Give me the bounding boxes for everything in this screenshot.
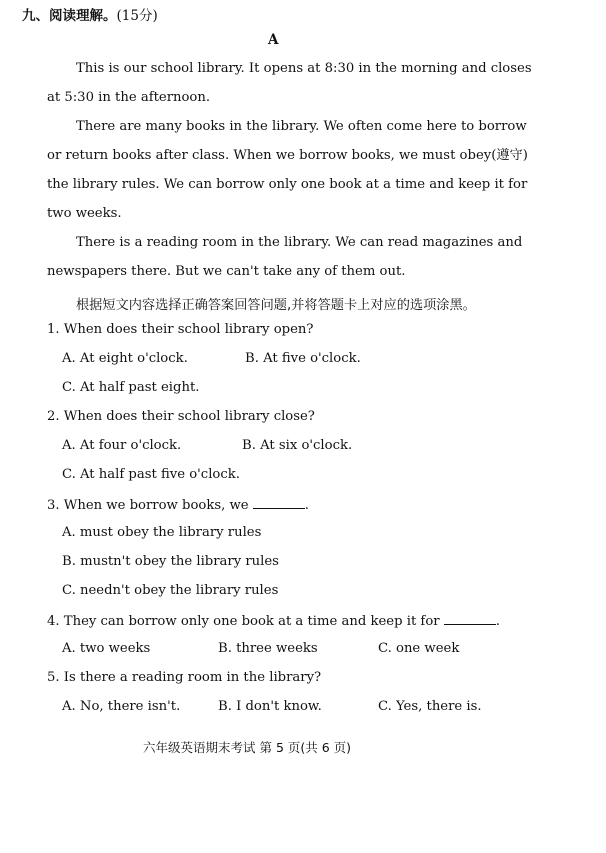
question-stem-end: . [304, 498, 309, 513]
passage-label: A [268, 32, 279, 48]
option-c: C. At half past eight. [62, 380, 200, 395]
option-c: C. Yes, there is. [378, 699, 482, 714]
instruction-text: 根据短文内容选择正确答案回答问题,并将答题卡上对应的选项涂黑。 [76, 298, 476, 313]
passage-line: the library rules. We can borrow only one book at a time and keep it for [47, 177, 528, 192]
option-b: B. At six o'clock. [242, 438, 353, 453]
passage-line: This is our school library. It opens at 8:30 in the morning and closes [76, 61, 532, 76]
option-a: A. At four o'clock. [62, 438, 182, 453]
question-stem: 1. When does their school library open? [47, 322, 314, 337]
option-a: A. must obey the library rules [62, 525, 262, 540]
question-stem-text: 4. They can borrow only one book at a time and keep it for [47, 614, 440, 629]
page-footer: 六年级英语期末考试 第 5 页(共 6 页) [143, 740, 352, 755]
answer-blank [444, 612, 496, 625]
option-a: A. two weeks [62, 641, 151, 656]
option-b: B. mustn't obey the library rules [62, 554, 279, 569]
question-stem-end: . [495, 614, 500, 629]
option-b: B. three weeks [218, 641, 318, 656]
passage-line: There is a reading room in the library. We can read magazines and [76, 235, 523, 250]
question-stem: 2. When does their school library close? [47, 409, 315, 424]
option-c: C. one week [378, 641, 460, 656]
section-title [22, 4, 158, 24]
passage-line: at 5:30 in the afternoon. [47, 90, 211, 105]
answer-blank [253, 496, 305, 509]
question-stem [47, 496, 309, 514]
option-c: C. needn't obey the library rules [62, 583, 279, 598]
option-b: B. At five o'clock. [245, 351, 361, 366]
option-b: B. I don't know. [218, 699, 322, 714]
option-a: A. No, there isn't. [62, 699, 181, 714]
question-stem [47, 612, 500, 630]
question-stem: 5. Is there a reading room in the library? [47, 670, 322, 685]
section-title-text: 九、阅读理解。 [22, 8, 117, 24]
section-score: (15分) [116, 8, 158, 24]
option-a: A. At eight o'clock. [62, 351, 188, 366]
passage-line: There are many books in the library. We often come here to borrow [76, 119, 527, 134]
question-stem-text: 3. When we borrow books, we [47, 498, 249, 513]
passage-line: newspapers there. But we can't take any of them out. [47, 264, 406, 279]
option-c: C. At half past five o'clock. [62, 467, 240, 482]
passage-line: or return books after class. When we borrow books, we must obey(遵守) [47, 148, 528, 163]
passage-line: two weeks. [47, 206, 122, 221]
